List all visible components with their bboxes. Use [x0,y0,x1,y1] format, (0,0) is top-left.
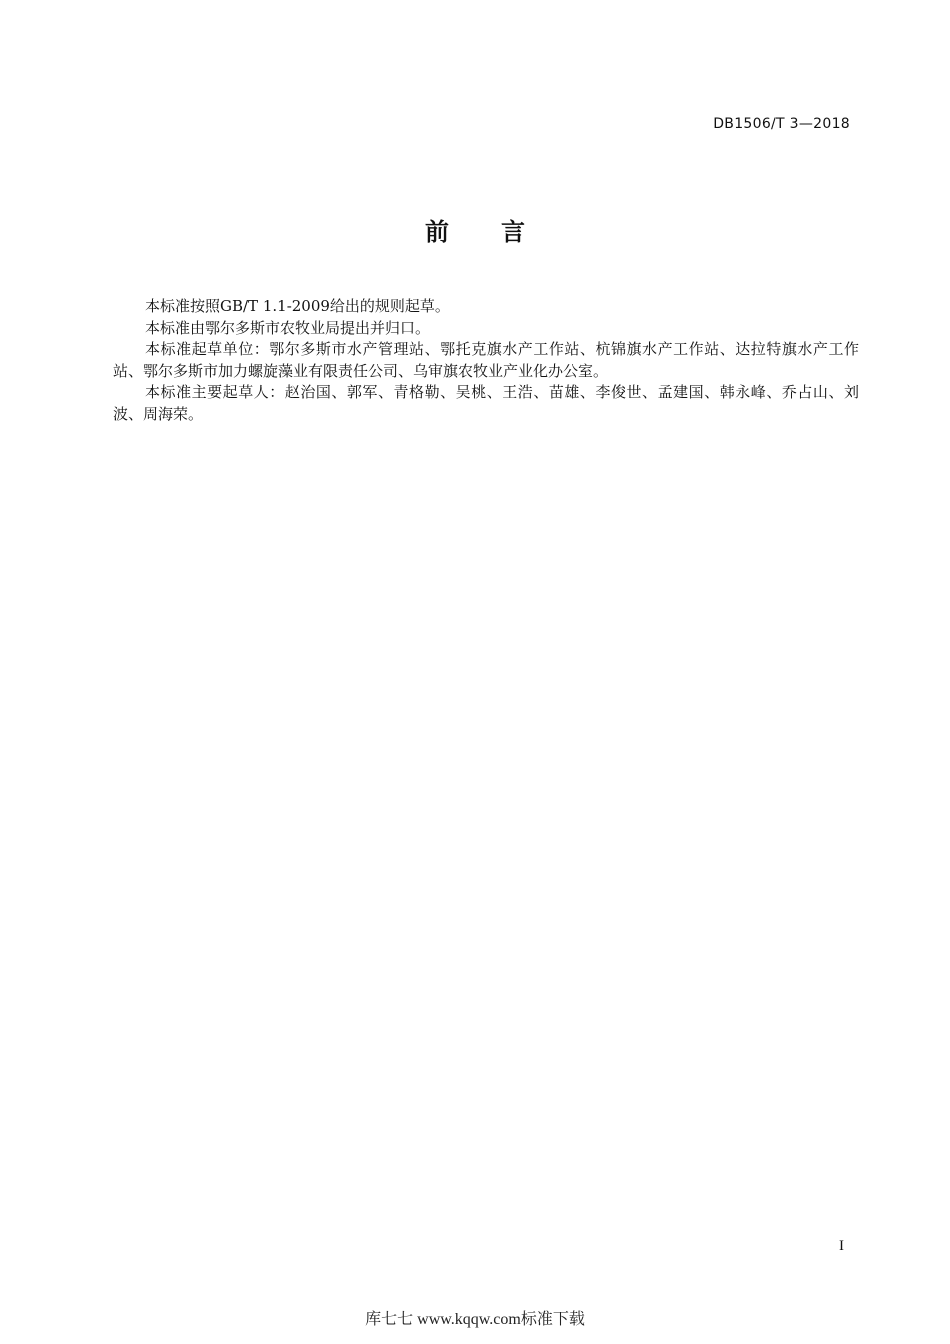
page-number: I [839,1238,844,1254]
title-part-1: 前 [425,218,449,246]
paragraph-proposer: 本标准由鄂尔多斯市农牧业局提出并归口。 [145,318,431,337]
paragraph-drafters: 本标准主要起草人：赵治国、郭军、青格勒、吴桃、王浩、苗雄、李俊世、孟建国、韩永峰、乔占山、刘波、周海荣。 [113,383,859,423]
foreword-body [113,296,859,425]
paragraph-drafting-units: 本标准起草单位：鄂尔多斯市水产管理站、鄂托克旗水产工作站、杭锦旗水产工作站、达拉特旗水产工作站、鄂尔多斯市加力螺旋藻业有限责任公司、乌审旗农牧业产业化办公室。 [113,340,859,380]
page-title [0,212,950,247]
watermark-text: 库七七 www.kqqw.com标准下载 [365,1311,585,1328]
paragraph-drafting-rules: 本标准按照GB/T 1.1-2009给出的规则起草。 [145,297,450,315]
title-part-2: 言 [501,218,525,246]
document-code: DB1506/T 3—2018 [713,116,850,132]
